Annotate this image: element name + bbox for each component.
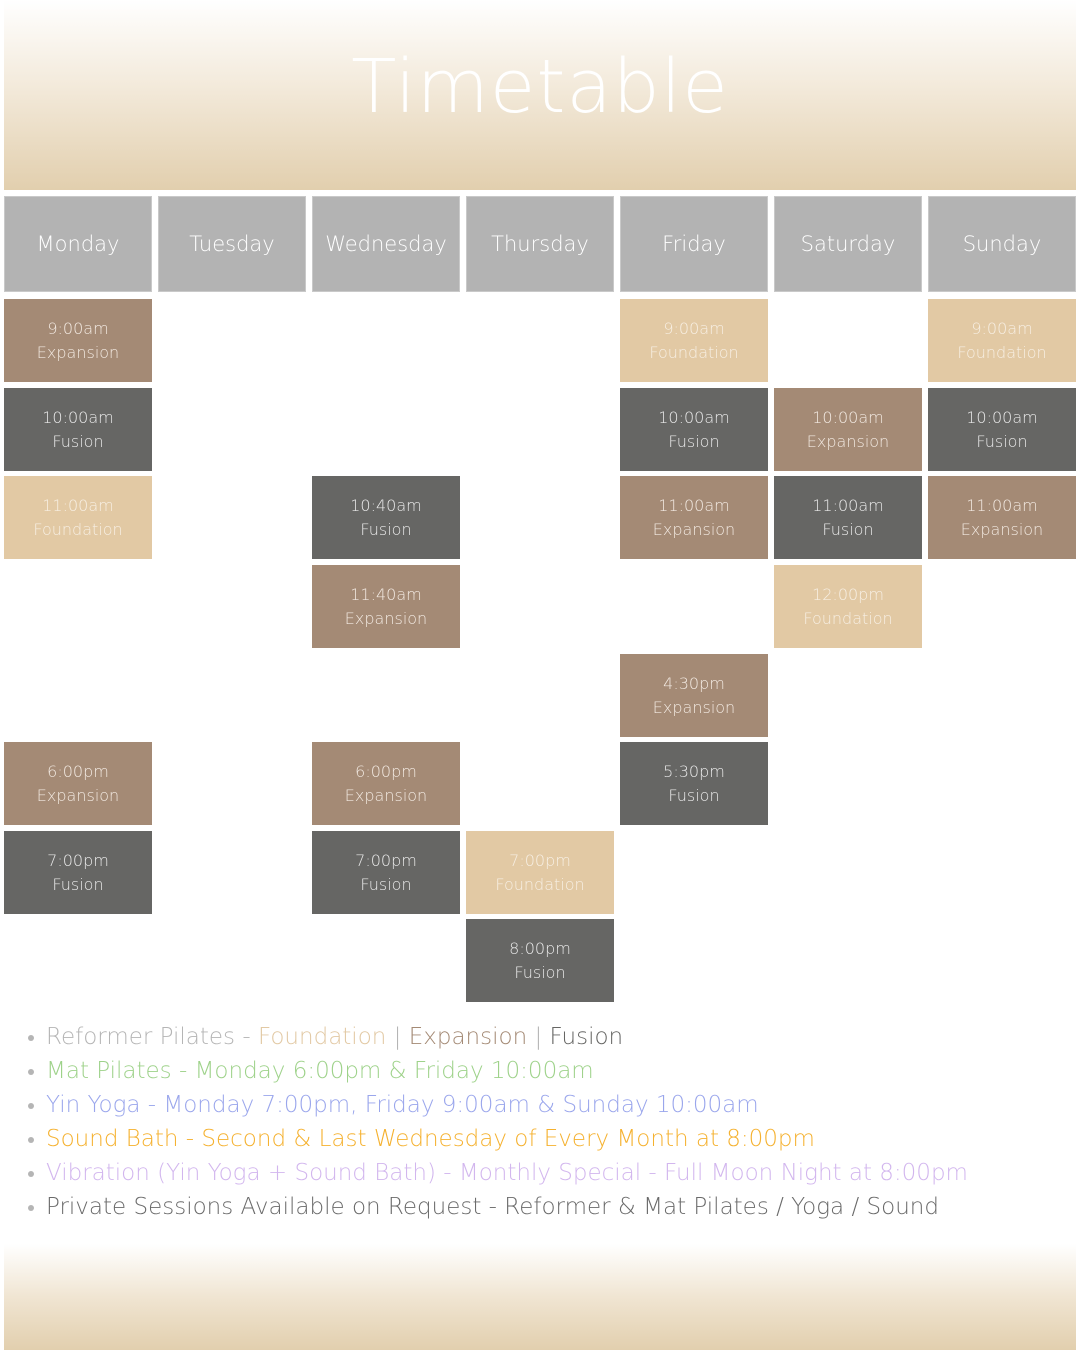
- legend-item-sound-bath: [28, 1122, 1068, 1156]
- day-header-sunday: Sunday: [928, 196, 1076, 292]
- session-class: Fusion: [822, 519, 874, 539]
- session-time: 10:00am: [658, 407, 730, 427]
- session-block[interactable]: [620, 476, 768, 559]
- session-class: Fusion: [668, 785, 720, 805]
- session-time: 11:00am: [966, 495, 1038, 515]
- legend-part: -: [235, 1024, 258, 1050]
- legend-part: Foundation: [257, 1024, 387, 1050]
- session-time: 10:00am: [966, 407, 1038, 427]
- session-time: 9:00am: [971, 318, 1033, 338]
- day-header-tuesday: Tuesday: [158, 196, 306, 292]
- session-block[interactable]: [4, 299, 152, 382]
- session-time: 8:00pm: [509, 938, 571, 958]
- session-block[interactable]: [620, 654, 768, 737]
- session-block[interactable]: [620, 742, 768, 825]
- legend-part: Expansion: [408, 1024, 528, 1050]
- session-time: 11:00am: [812, 495, 884, 515]
- legend-part: |: [527, 1024, 550, 1050]
- session-time: 10:00am: [812, 407, 884, 427]
- session-class: Fusion: [52, 874, 104, 894]
- session-class: Fusion: [52, 431, 104, 451]
- session-time: 11:40am: [350, 584, 422, 604]
- day-header-monday: Monday: [4, 196, 152, 292]
- session-time: 12:00pm: [812, 584, 884, 604]
- session-class: Expansion: [652, 697, 736, 717]
- legend-part: Sound Bath - Second & Last Wednesday of Every Month at 8:00pm: [46, 1126, 815, 1152]
- legend-item-private-sessions: [28, 1190, 1068, 1224]
- session-class: Expansion: [344, 608, 428, 628]
- session-block[interactable]: [928, 388, 1076, 471]
- legend-item-mat-pilates: [28, 1054, 1068, 1088]
- session-class: Fusion: [514, 962, 566, 982]
- session-class: Foundation: [495, 874, 585, 894]
- legend-part: Mat Pilates - Monday 6:00pm & Friday 10:00am: [46, 1058, 594, 1084]
- session-time: 10:40am: [350, 495, 422, 515]
- legend-item-vibration: [28, 1156, 1068, 1190]
- session-block[interactable]: [774, 388, 922, 471]
- session-block[interactable]: [4, 742, 152, 825]
- session-class: Fusion: [360, 874, 412, 894]
- legend-list: [28, 1020, 1068, 1224]
- session-time: 11:00am: [42, 495, 114, 515]
- session-time: 7:00pm: [355, 850, 417, 870]
- legend-part: |: [386, 1024, 409, 1050]
- session-block[interactable]: [4, 388, 152, 471]
- session-time: 7:00pm: [47, 850, 109, 870]
- legend-part: Yin Yoga - Monday 7:00pm, Friday 9:00am & Sunday 10:00am: [46, 1092, 759, 1118]
- session-block[interactable]: [312, 831, 460, 914]
- session-class: Expansion: [36, 785, 120, 805]
- session-time: 9:00am: [663, 318, 725, 338]
- session-block[interactable]: [466, 831, 614, 914]
- session-block[interactable]: [312, 476, 460, 559]
- session-block[interactable]: [466, 919, 614, 1002]
- session-block[interactable]: [928, 476, 1076, 559]
- session-class: Foundation: [957, 342, 1047, 362]
- session-time: 4:30pm: [663, 673, 725, 693]
- legend-item-reformer: [28, 1020, 1068, 1054]
- session-class: Foundation: [33, 519, 123, 539]
- session-class: Expansion: [960, 519, 1044, 539]
- session-time: 9:00am: [47, 318, 109, 338]
- session-time: 10:00am: [42, 407, 114, 427]
- legend-part: Private Sessions Available on Request - Reformer & Mat Pilates / Yoga / Sound: [46, 1194, 939, 1220]
- footer-banner: [4, 1244, 1076, 1350]
- session-time: 11:00am: [658, 495, 730, 515]
- legend-part: Reformer Pilates: [46, 1024, 236, 1050]
- day-header-wednesday: Wednesday: [312, 196, 460, 292]
- session-block[interactable]: [774, 476, 922, 559]
- session-class: Expansion: [652, 519, 736, 539]
- session-block[interactable]: [620, 388, 768, 471]
- legend-part: Vibration (Yin Yoga + Sound Bath) - Monthly Special - Full Moon Night at 8:00pm: [46, 1160, 968, 1186]
- session-block[interactable]: [774, 565, 922, 648]
- session-block[interactable]: [312, 742, 460, 825]
- session-class: Expansion: [36, 342, 120, 362]
- session-class: Fusion: [976, 431, 1028, 451]
- page-title: Timetable: [351, 44, 729, 130]
- session-block[interactable]: [4, 476, 152, 559]
- session-time: 6:00pm: [355, 761, 417, 781]
- session-class: Expansion: [344, 785, 428, 805]
- session-block[interactable]: [620, 299, 768, 382]
- legend-item-yin-yoga: [28, 1088, 1068, 1122]
- day-header-friday: Friday: [620, 196, 768, 292]
- session-block[interactable]: [928, 299, 1076, 382]
- session-class: Foundation: [803, 608, 893, 628]
- header-banner: [4, 0, 1076, 190]
- legend-part: Fusion: [549, 1024, 624, 1050]
- session-class: Fusion: [668, 431, 720, 451]
- day-header-thursday: Thursday: [466, 196, 614, 292]
- session-class: Fusion: [360, 519, 412, 539]
- session-time: 7:00pm: [509, 850, 571, 870]
- session-class: Expansion: [806, 431, 890, 451]
- day-header-saturday: Saturday: [774, 196, 922, 292]
- session-time: 6:00pm: [47, 761, 109, 781]
- session-class: Foundation: [649, 342, 739, 362]
- session-time: 5:30pm: [663, 761, 725, 781]
- session-block[interactable]: [312, 565, 460, 648]
- session-block[interactable]: [4, 831, 152, 914]
